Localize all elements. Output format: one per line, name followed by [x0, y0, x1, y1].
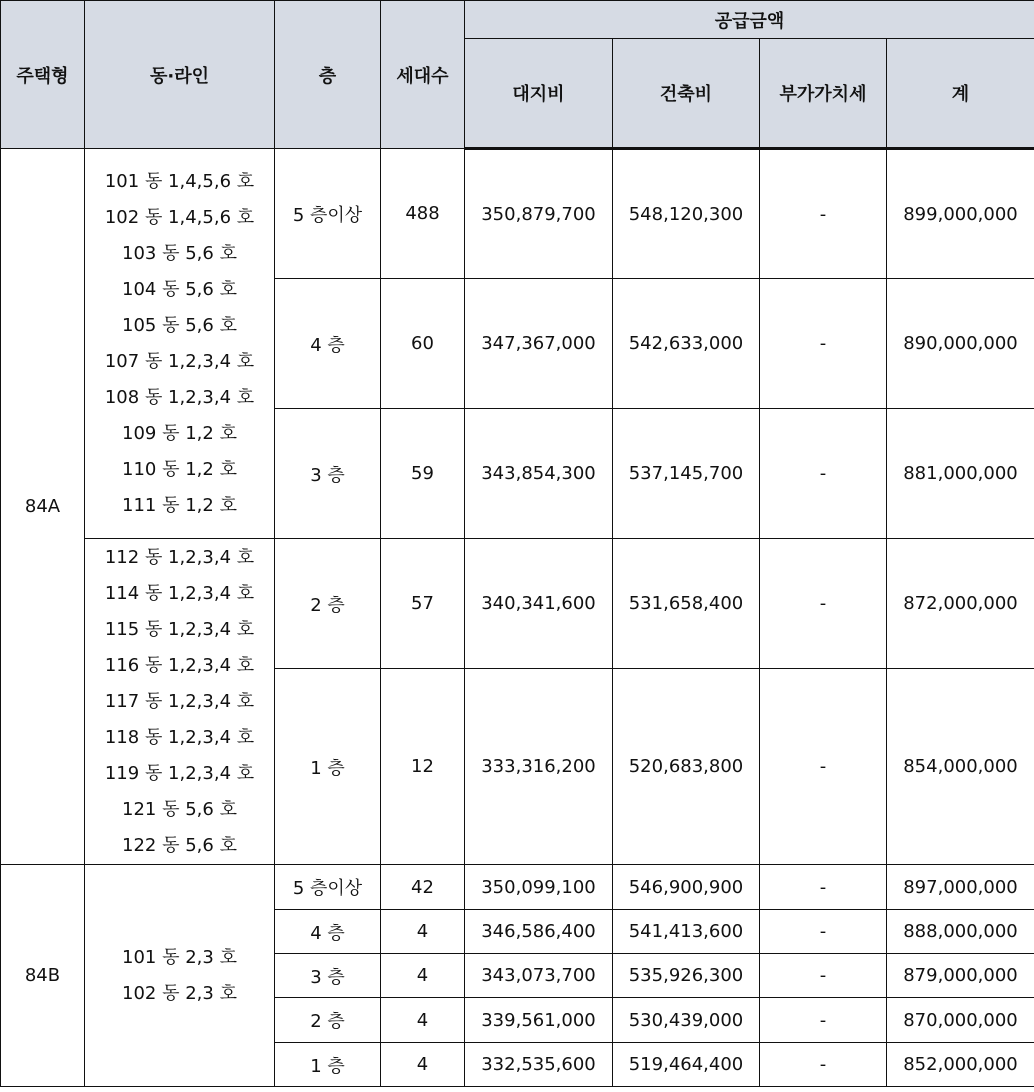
households-cell: 60: [381, 279, 465, 409]
address-cell: [85, 865, 275, 1087]
land-cell: 339,561,000: [465, 998, 613, 1043]
address-line: 119 동 1,2,3,4 호: [104, 762, 255, 784]
table-row: [1, 149, 1034, 279]
address-line: 112 동 1,2,3,4 호: [104, 546, 255, 568]
floor-cell: 3 층: [275, 954, 381, 998]
land-cell: 332,535,600: [465, 1043, 613, 1087]
building-cell: 546,900,900: [613, 865, 760, 910]
vat-cell: -: [760, 279, 887, 409]
total-cell: 899,000,000: [887, 149, 1034, 279]
vat-cell: -: [760, 1043, 887, 1087]
address-cell: [85, 149, 275, 539]
table-row: [1, 865, 1034, 910]
building-cell: 530,439,000: [613, 998, 760, 1043]
floor-cell: 3 층: [275, 409, 381, 539]
header-vat: 부가가치세: [760, 39, 887, 149]
floor-cell: 2 층: [275, 539, 381, 669]
floor-cell: 5 층이상: [275, 865, 381, 910]
table-body: [1, 149, 1034, 1087]
address-line: 108 동 1,2,3,4 호: [104, 386, 255, 408]
vat-cell: -: [760, 409, 887, 539]
total-cell: 888,000,000: [887, 910, 1034, 954]
floor-cell: 1 층: [275, 669, 381, 865]
header-floor: 층: [275, 1, 381, 149]
land-cell: 333,316,200: [465, 669, 613, 865]
header-type: 주택형: [1, 1, 85, 149]
total-cell: 881,000,000: [887, 409, 1034, 539]
building-cell: 535,926,300: [613, 954, 760, 998]
address-line: 118 동 1,2,3,4 호: [104, 726, 255, 748]
vat-cell: -: [760, 149, 887, 279]
address-line: 104 동 5,6 호: [122, 278, 237, 300]
land-cell: 350,879,700: [465, 149, 613, 279]
building-cell: 531,658,400: [613, 539, 760, 669]
header-supply-amount: 공급금액: [465, 1, 1034, 39]
address-line: 110 동 1,2 호: [122, 458, 237, 480]
building-cell: 519,464,400: [613, 1043, 760, 1087]
vat-cell: -: [760, 998, 887, 1043]
households-cell: 42: [381, 865, 465, 910]
total-cell: 854,000,000: [887, 669, 1034, 865]
land-cell: 340,341,600: [465, 539, 613, 669]
address-line: 101 동 2,3 호: [122, 946, 237, 968]
floor-cell: 4 층: [275, 910, 381, 954]
vat-cell: -: [760, 954, 887, 998]
type-cell: 84B: [1, 865, 85, 1087]
land-cell: 347,367,000: [465, 279, 613, 409]
building-cell: 537,145,700: [613, 409, 760, 539]
header-total: 계: [887, 39, 1034, 149]
floor-cell: 1 층: [275, 1043, 381, 1087]
vat-cell: -: [760, 669, 887, 865]
address-line: 117 동 1,2,3,4 호: [104, 690, 255, 712]
address-line: 116 동 1,2,3,4 호: [104, 654, 255, 676]
header-households: 세대수: [381, 1, 465, 149]
households-cell: 57: [381, 539, 465, 669]
households-cell: 488: [381, 149, 465, 279]
land-cell: 343,073,700: [465, 954, 613, 998]
building-cell: 542,633,000: [613, 279, 760, 409]
address-line: 102 동 1,4,5,6 호: [104, 206, 255, 228]
vat-cell: -: [760, 539, 887, 669]
total-cell: 879,000,000: [887, 954, 1034, 998]
households-cell: 12: [381, 669, 465, 865]
address-line: 114 동 1,2,3,4 호: [104, 582, 255, 604]
header-land: 대지비: [465, 39, 613, 149]
households-cell: 59: [381, 409, 465, 539]
address-line: 105 동 5,6 호: [122, 314, 237, 336]
floor-cell: 4 층: [275, 279, 381, 409]
total-cell: 852,000,000: [887, 1043, 1034, 1087]
land-cell: 346,586,400: [465, 910, 613, 954]
address-line: 115 동 1,2,3,4 호: [104, 618, 255, 640]
households-cell: 4: [381, 910, 465, 954]
land-cell: 350,099,100: [465, 865, 613, 910]
floor-cell: 5 층이상: [275, 149, 381, 279]
total-cell: 897,000,000: [887, 865, 1034, 910]
address-line: 101 동 1,4,5,6 호: [104, 170, 255, 192]
address-line: 121 동 5,6 호: [122, 798, 237, 820]
type-cell: 84A: [1, 149, 85, 865]
table-header: [1, 1, 1034, 149]
households-cell: 4: [381, 998, 465, 1043]
address-line: 122 동 5,6 호: [122, 834, 237, 856]
header-building: 건축비: [613, 39, 760, 149]
address-line: 111 동 1,2 호: [122, 494, 237, 516]
total-cell: 870,000,000: [887, 998, 1034, 1043]
building-cell: 541,413,600: [613, 910, 760, 954]
land-cell: 343,854,300: [465, 409, 613, 539]
address-cell: [85, 539, 275, 865]
vat-cell: -: [760, 910, 887, 954]
address-line: 102 동 2,3 호: [122, 982, 237, 1004]
table-row: [1, 539, 1034, 669]
building-cell: 520,683,800: [613, 669, 760, 865]
building-cell: 548,120,300: [613, 149, 760, 279]
total-cell: 872,000,000: [887, 539, 1034, 669]
households-cell: 4: [381, 954, 465, 998]
address-line: 107 동 1,2,3,4 호: [104, 350, 255, 372]
header-dong-line: 동·라인: [85, 1, 275, 149]
floor-cell: 2 층: [275, 998, 381, 1043]
address-line: 103 동 5,6 호: [122, 242, 237, 264]
vat-cell: -: [760, 865, 887, 910]
households-cell: 4: [381, 1043, 465, 1087]
total-cell: 890,000,000: [887, 279, 1034, 409]
address-line: 109 동 1,2 호: [122, 422, 237, 444]
